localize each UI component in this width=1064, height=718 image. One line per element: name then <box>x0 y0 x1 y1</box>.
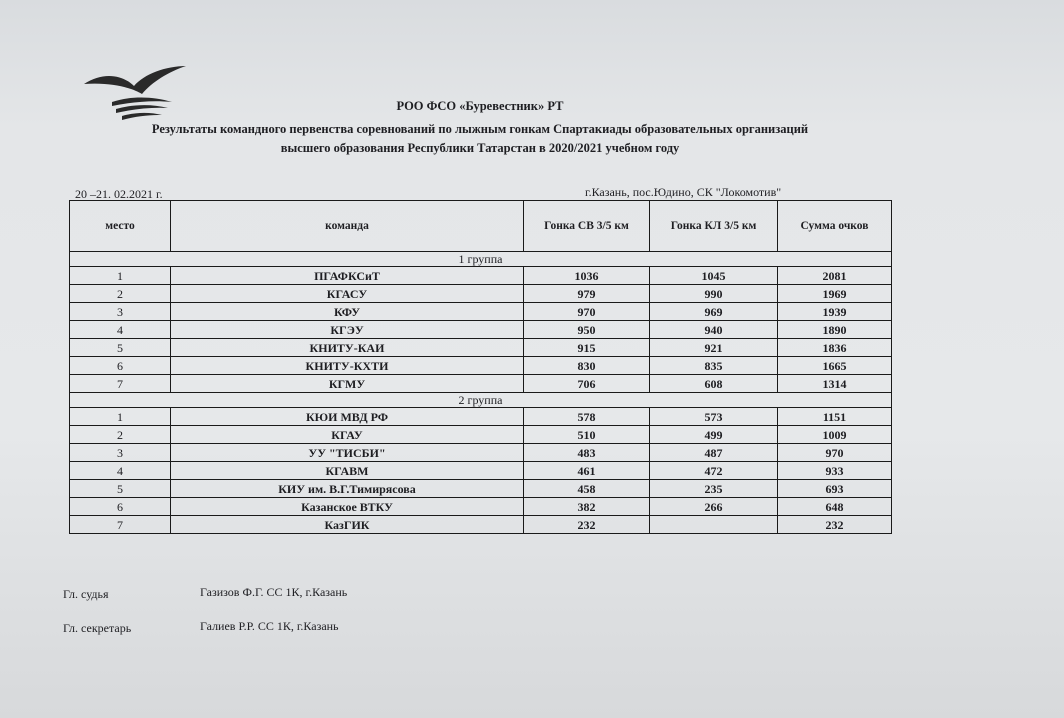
column-header-race-sv: Гонка СВ 3/5 км <box>524 201 650 252</box>
race-sv-cell: 950 <box>524 321 650 339</box>
table-row <box>70 285 892 303</box>
total-cell: 1890 <box>778 321 892 339</box>
race-sv-cell: 1036 <box>524 267 650 285</box>
race-kl-cell: 487 <box>650 444 778 462</box>
race-kl-cell: 940 <box>650 321 778 339</box>
table-row <box>70 408 892 426</box>
total-cell: 2081 <box>778 267 892 285</box>
document-title-line2: высшего образования Республики Татарстан в 2020/2021 учебном году <box>280 141 680 155</box>
organization-name: РОО ФСО «Буревестник» РТ <box>396 99 564 113</box>
total-cell: 1009 <box>778 426 892 444</box>
place-cell: 5 <box>70 339 171 357</box>
total-cell: 1151 <box>778 408 892 426</box>
team-cell: КИУ им. В.Г.Тимирясова <box>171 480 524 498</box>
group-header-row <box>70 252 892 267</box>
seagull-wave-logo-icon <box>82 62 188 124</box>
table-row <box>70 375 892 393</box>
event-location: г.Казань, пос.Юдино, СК "Локомотив" <box>585 185 782 199</box>
table-row <box>70 498 892 516</box>
total-cell: 1939 <box>778 303 892 321</box>
race-kl-cell: 235 <box>650 480 778 498</box>
total-cell: 1969 <box>778 285 892 303</box>
place-cell: 6 <box>70 357 171 375</box>
race-sv-cell: 970 <box>524 303 650 321</box>
results-table <box>69 200 892 534</box>
group-label: 2 группа <box>70 393 892 408</box>
race-kl-cell: 266 <box>650 498 778 516</box>
team-cell: КНИТУ-КАИ <box>171 339 524 357</box>
column-header-team: команда <box>171 201 524 252</box>
column-header-total: Сумма очков <box>778 201 892 252</box>
table-row <box>70 444 892 462</box>
race-sv-cell: 458 <box>524 480 650 498</box>
judge-role: Гл. судья <box>63 587 109 601</box>
table-row <box>70 321 892 339</box>
place-cell: 4 <box>70 321 171 339</box>
place-cell: 7 <box>70 375 171 393</box>
team-cell: КФУ <box>171 303 524 321</box>
team-cell: КГЭУ <box>171 321 524 339</box>
table-row <box>70 462 892 480</box>
secretary-name: Галиев Р.Р. СС 1К, г.Казань <box>200 619 339 633</box>
total-cell: 1314 <box>778 375 892 393</box>
place-cell: 6 <box>70 498 171 516</box>
team-cell: КГАУ <box>171 426 524 444</box>
race-sv-cell: 382 <box>524 498 650 516</box>
table-row <box>70 339 892 357</box>
table-row <box>70 357 892 375</box>
race-sv-cell: 483 <box>524 444 650 462</box>
secretary-role: Гл. секретарь <box>63 621 132 635</box>
race-kl-cell: 969 <box>650 303 778 321</box>
place-cell: 2 <box>70 285 171 303</box>
team-cell: КЮИ МВД РФ <box>171 408 524 426</box>
race-sv-cell: 830 <box>524 357 650 375</box>
place-cell: 7 <box>70 516 171 534</box>
place-cell: 1 <box>70 408 171 426</box>
race-sv-cell: 706 <box>524 375 650 393</box>
team-cell: ПГАФКСиТ <box>171 267 524 285</box>
table-row <box>70 426 892 444</box>
race-kl-cell: 573 <box>650 408 778 426</box>
race-kl-cell: 990 <box>650 285 778 303</box>
race-kl-cell: 608 <box>650 375 778 393</box>
team-cell: КГАСУ <box>171 285 524 303</box>
team-cell: КазГИК <box>171 516 524 534</box>
place-cell: 5 <box>70 480 171 498</box>
total-cell: 648 <box>778 498 892 516</box>
place-cell: 3 <box>70 444 171 462</box>
column-header-race-kl: Гонка КЛ 3/5 км <box>650 201 778 252</box>
race-kl-cell: 921 <box>650 339 778 357</box>
table-row <box>70 516 892 534</box>
race-kl-cell <box>650 516 778 534</box>
judge-name: Газизов Ф.Г. СС 1К, г.Казань <box>200 585 348 599</box>
table-header-row <box>70 201 892 252</box>
race-kl-cell: 835 <box>650 357 778 375</box>
race-sv-cell: 979 <box>524 285 650 303</box>
total-cell: 1836 <box>778 339 892 357</box>
table-row <box>70 480 892 498</box>
event-date: 20 –21. 02.2021 г. <box>75 187 163 201</box>
race-sv-cell: 578 <box>524 408 650 426</box>
race-kl-cell: 499 <box>650 426 778 444</box>
group-header-row <box>70 393 892 408</box>
total-cell: 232 <box>778 516 892 534</box>
total-cell: 933 <box>778 462 892 480</box>
race-sv-cell: 461 <box>524 462 650 480</box>
team-cell: Казанское ВТКУ <box>171 498 524 516</box>
place-cell: 2 <box>70 426 171 444</box>
column-header-place: место <box>70 201 171 252</box>
place-cell: 1 <box>70 267 171 285</box>
race-sv-cell: 510 <box>524 426 650 444</box>
team-cell: КНИТУ-КХТИ <box>171 357 524 375</box>
race-sv-cell: 915 <box>524 339 650 357</box>
results-table-body <box>70 252 892 534</box>
place-cell: 4 <box>70 462 171 480</box>
group-label: 1 группа <box>70 252 892 267</box>
table-row <box>70 303 892 321</box>
team-cell: КГМУ <box>171 375 524 393</box>
total-cell: 1665 <box>778 357 892 375</box>
race-sv-cell: 232 <box>524 516 650 534</box>
race-kl-cell: 1045 <box>650 267 778 285</box>
total-cell: 693 <box>778 480 892 498</box>
document-title-line1: Результаты командного первенства соревнований по лыжным гонкам Спартакиады образовательных организаций <box>151 122 809 136</box>
table-row <box>70 267 892 285</box>
team-cell: УУ "ТИСБИ" <box>171 444 524 462</box>
total-cell: 970 <box>778 444 892 462</box>
team-cell: КГАВМ <box>171 462 524 480</box>
place-cell: 3 <box>70 303 171 321</box>
race-kl-cell: 472 <box>650 462 778 480</box>
